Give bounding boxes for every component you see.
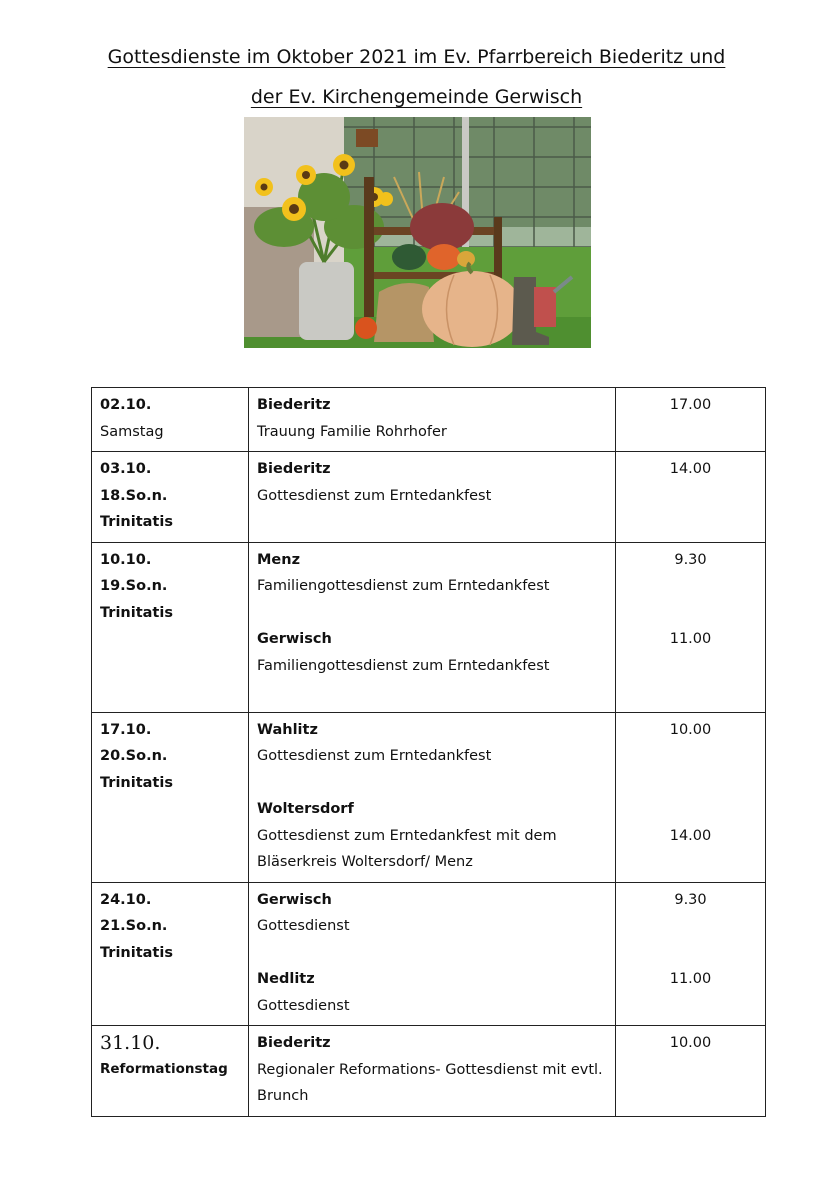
day-line-1: 20.So.n. [100, 748, 168, 764]
time: 14.00 [669, 461, 712, 477]
time-cell [616, 388, 766, 452]
date-cell [92, 542, 249, 712]
service-cell [249, 542, 616, 712]
time-cell [616, 882, 766, 1026]
description: Gottesdienst [257, 918, 350, 934]
place: Biederitz [257, 1035, 331, 1051]
day: Samstag [100, 423, 164, 440]
time-cell [616, 1026, 766, 1117]
table-row [92, 452, 766, 543]
time: 9.30 [674, 551, 707, 568]
table-row [92, 542, 766, 712]
time: 17.00 [669, 397, 712, 413]
date: 24.10. [100, 891, 152, 908]
place: Gerwisch [257, 891, 332, 908]
page-title-line-1: Gottesdienste im Oktober 2021 im Ev. Pfarrbereich Biederitz und [107, 46, 726, 68]
service-schedule-table [91, 387, 766, 1117]
service-cell [249, 712, 616, 882]
day-line-2: Trinitatis [100, 514, 173, 530]
place: Biederitz [257, 397, 331, 413]
time-cell [616, 712, 766, 882]
table-row [92, 712, 766, 882]
date: 03.10. [100, 461, 152, 477]
time-cell [616, 452, 766, 543]
table-row [92, 882, 766, 1026]
date: 10.10. [100, 551, 152, 568]
table-row [92, 1026, 766, 1117]
time-cell [616, 542, 766, 712]
place: Nedlitz [257, 971, 315, 987]
place: Gerwisch [257, 631, 332, 647]
page-title-line-2: der Ev. Kirchengemeinde Gerwisch [250, 86, 583, 108]
day: Reformationstag [100, 1061, 228, 1077]
place: Biederitz [257, 461, 331, 477]
date-cell [92, 452, 249, 543]
day-line-1: 21.So.n. [100, 918, 168, 934]
date-cell [92, 1026, 249, 1117]
date-cell [92, 882, 249, 1026]
date-cell [92, 388, 249, 452]
day-line-1: 19.So.n. [100, 578, 168, 594]
description: Gottesdienst zum Erntedankfest [257, 487, 492, 504]
place: Wahlitz [257, 721, 318, 738]
harvest-photo [244, 117, 591, 348]
description: Gottesdienst [257, 997, 350, 1014]
time: 11.00 [669, 971, 712, 987]
description: Familiengottesdienst zum Erntedankfest [257, 578, 550, 594]
time: 10.00 [669, 1035, 712, 1051]
description: Familiengottesdienst zum Erntedankfest [257, 657, 550, 674]
time: 11.00 [669, 631, 712, 647]
day-line-2: Trinitatis [100, 944, 173, 961]
description: Trauung Familie Rohrhofer [257, 423, 447, 440]
day-line-2: Trinitatis [100, 604, 173, 621]
date: 31.10. [100, 1032, 161, 1054]
day-line-1: 18.So.n. [100, 487, 168, 504]
description-line-2: Bläserkreis Woltersdorf/ Menz [257, 854, 473, 870]
time: 9.30 [674, 891, 707, 908]
date-cell [92, 712, 249, 882]
date: 17.10. [100, 721, 152, 738]
service-cell [249, 452, 616, 543]
time: 10.00 [669, 721, 712, 738]
service-cell [249, 882, 616, 1026]
place: Woltersdorf [257, 801, 354, 817]
description: Gottesdienst zum Erntedankfest [257, 748, 492, 764]
date: 02.10. [100, 397, 152, 413]
service-cell [249, 1026, 616, 1117]
table-row [92, 388, 766, 452]
service-cell [249, 388, 616, 452]
place: Menz [257, 551, 301, 568]
harvest-illustration [244, 117, 591, 348]
day-line-2: Trinitatis [100, 774, 173, 791]
time: 14.00 [669, 827, 712, 844]
description-line-2: Brunch [257, 1088, 309, 1104]
description-line-1: Gottesdienst zum Erntedankfest mit dem [257, 827, 557, 844]
description-line-1: Regionaler Reformations- Gottesdienst mit evtl. [257, 1061, 603, 1078]
